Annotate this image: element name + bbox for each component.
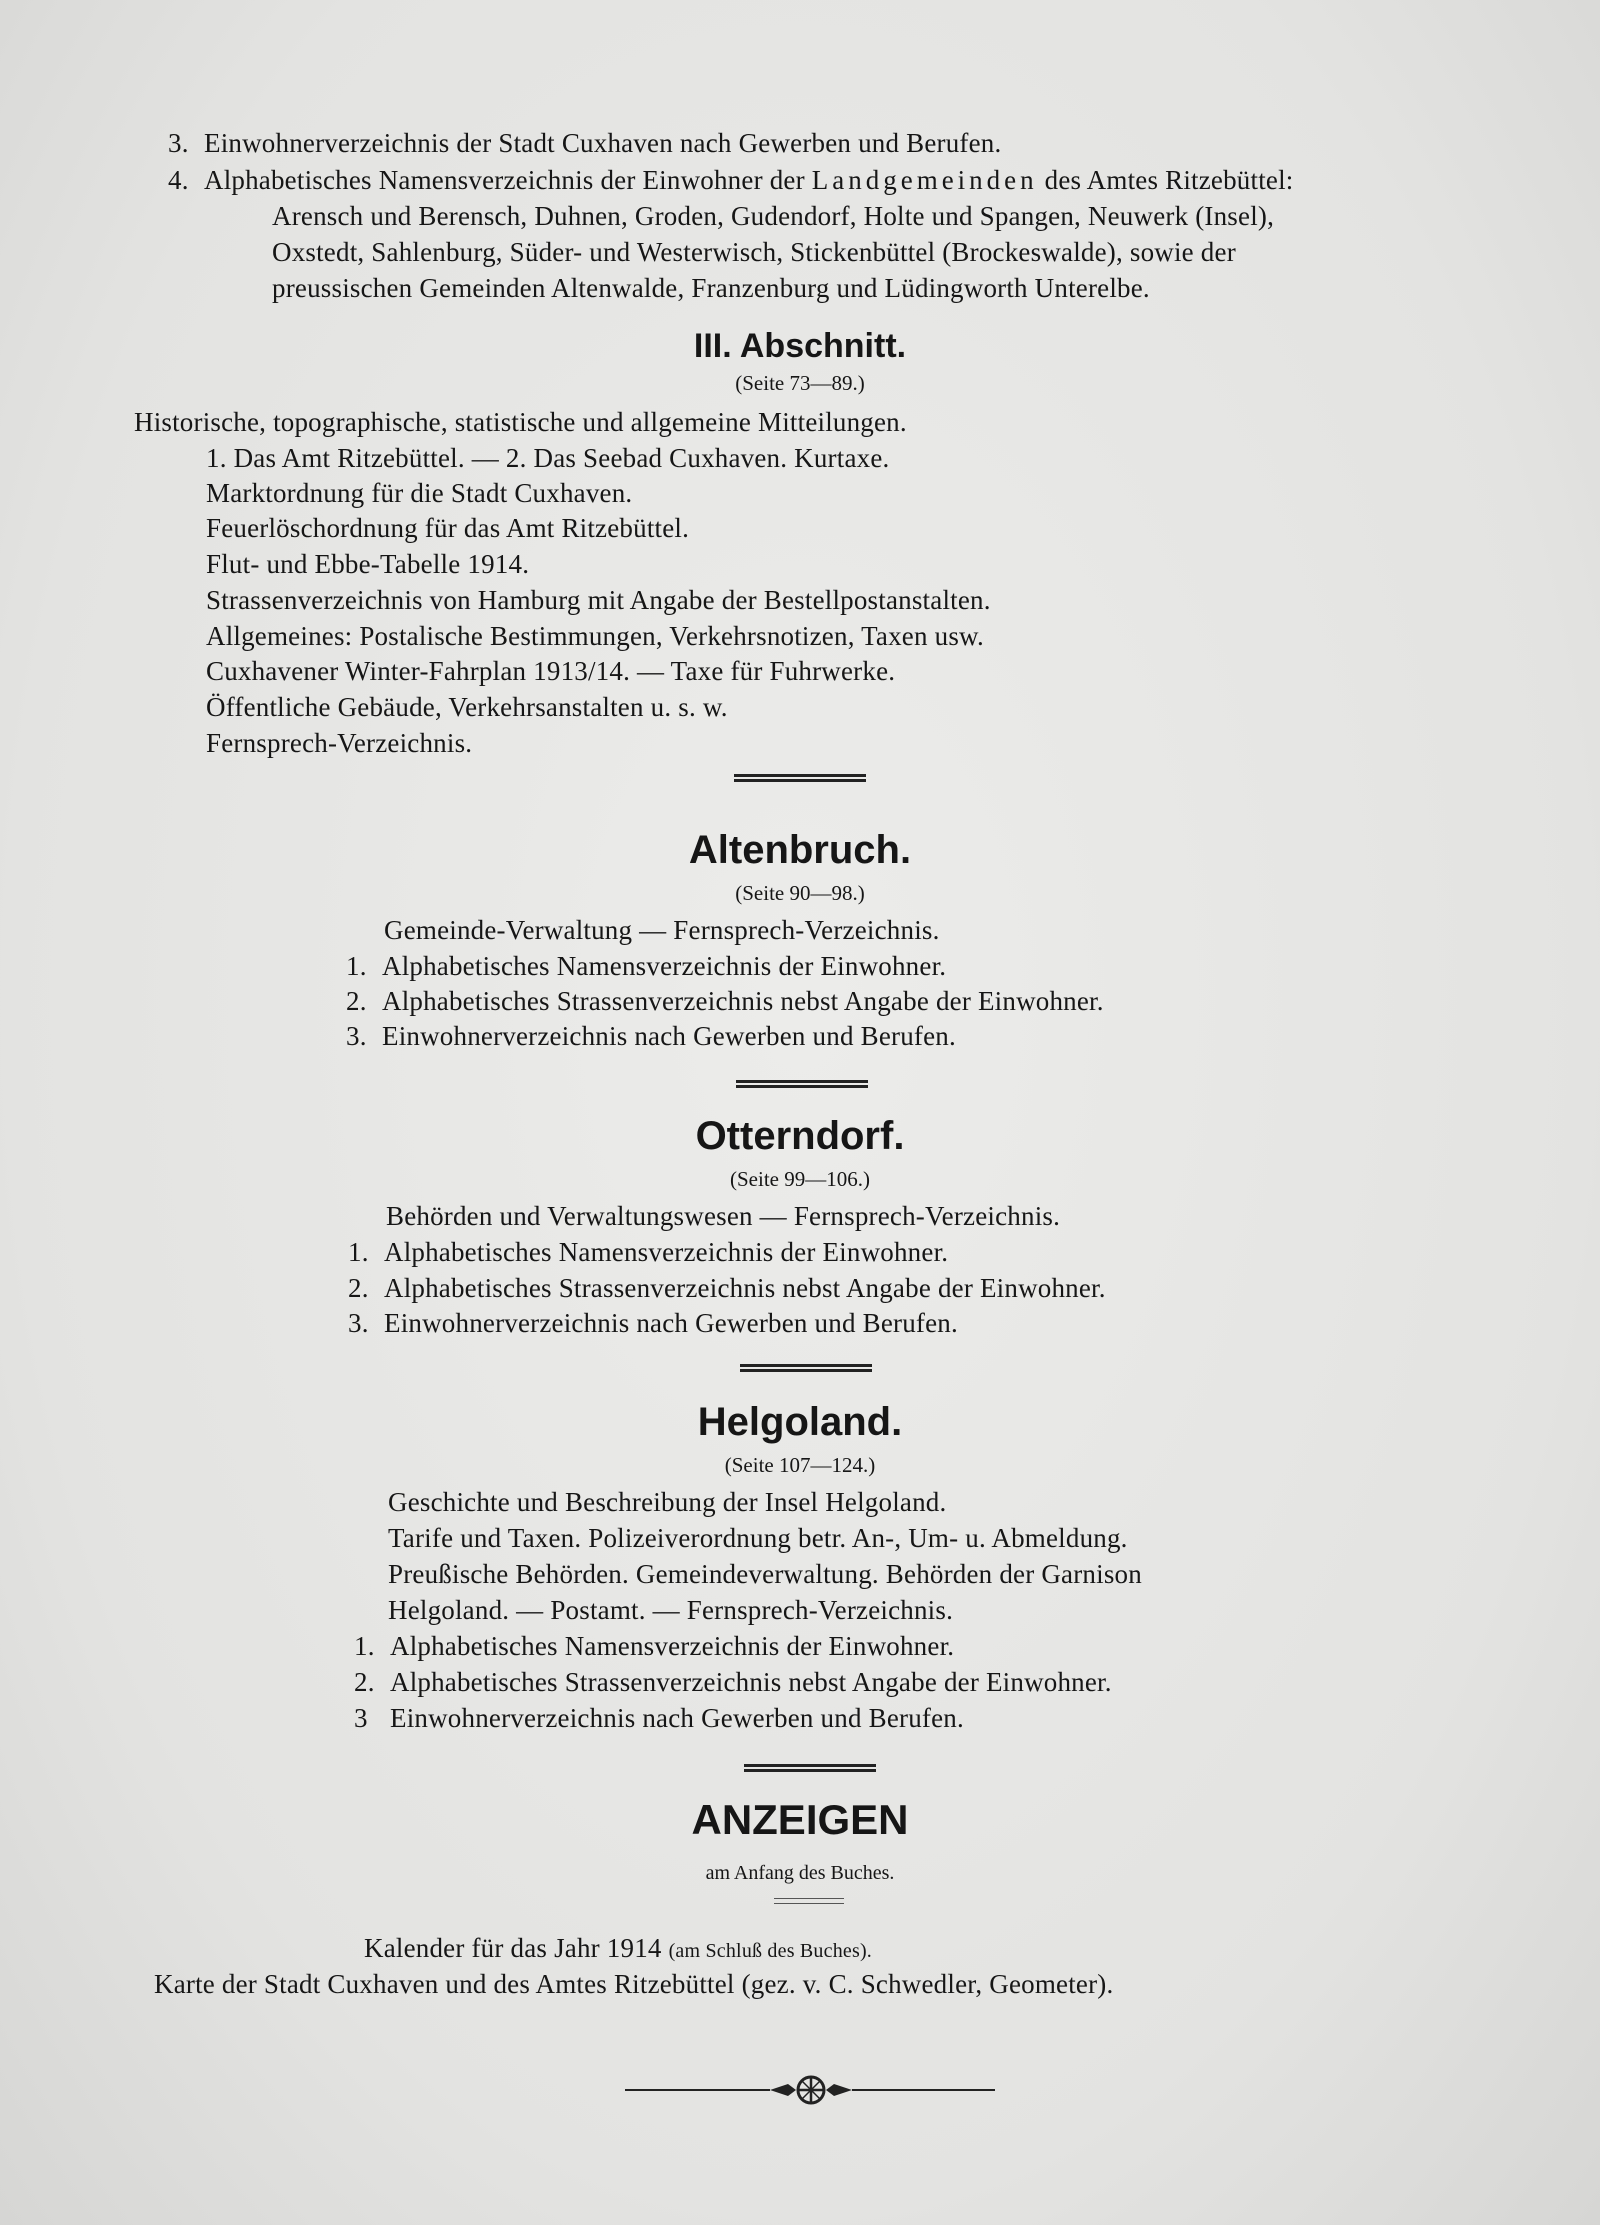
list-item: 1. Alphabetisches Namensverzeichnis der Einwohner.: [346, 951, 947, 981]
fleuron-rule-icon: [620, 2072, 1000, 2108]
section-intro: Preußische Behörden. Gemeindeverwaltung. Behörden der Garnison: [388, 1559, 1142, 1589]
section-pages: (Seite 73—89.): [735, 371, 865, 395]
calendar-line: Kalender für das Jahr 1914 (am Schluß des Buches).: [364, 1933, 873, 1963]
section-intro: Geschichte und Beschreibung der Insel Helgoland.: [388, 1487, 947, 1517]
section-line: Flut- und Ebbe-Tabelle 1914.: [206, 549, 530, 579]
section-subtitle: am Anfang des Buches.: [705, 1862, 895, 1884]
list-item: 2. Alphabetisches Strassenverzeichnis nebst Angabe der Einwohner.: [354, 1667, 1112, 1697]
section-line: Fernsprech-Verzeichnis.: [206, 728, 473, 758]
section-line: Feuerlöschordnung für das Amt Ritzebüttel.: [206, 513, 690, 543]
part2-line: preussischen Gemeinden Altenwalde, Franzenburg und Lüdingworth Unterelbe.: [272, 273, 1150, 303]
section-heading: Helgoland.: [697, 1400, 903, 1444]
section-heading: III. Abschnitt.: [693, 327, 907, 365]
part2-line: Arensch und Berensch, Duhnen, Groden, Gudendorf, Holte und Spangen, Neuwerk (Insel),: [272, 201, 1275, 231]
part2-line: 4. Alphabetisches Namensverzeichnis der Einwohner der Landgemeinden des Amtes Ritzebüttel:: [168, 165, 1294, 195]
section-line: Öffentliche Gebäude, Verkehrsanstalten u. s. w.: [206, 692, 728, 722]
list-item: 3 Einwohnerverzeichnis nach Gewerben und Berufen.: [354, 1703, 964, 1733]
section-divider: [734, 774, 866, 782]
section-line: Historische, topographische, statistische und allgemeine Mitteilungen.: [134, 407, 907, 437]
section-divider: [740, 1364, 872, 1372]
list-item: 2. Alphabetisches Strassenverzeichnis nebst Angabe der Einwohner.: [346, 986, 1104, 1016]
list-item: 1. Alphabetisches Namensverzeichnis der Einwohner.: [348, 1237, 949, 1267]
section-divider: [736, 1080, 868, 1088]
section-line: 1. Das Amt Ritzebüttel. — 2. Das Seebad Cuxhaven. Kurtaxe.: [206, 443, 890, 473]
section-intro: Gemeinde-Verwaltung — Fernsprech-Verzeichnis.: [384, 915, 940, 945]
section-heading: Otterndorf.: [695, 1114, 905, 1158]
section-divider: [744, 1764, 876, 1772]
section-heading: Altenbruch.: [688, 828, 912, 872]
list-item: 1. Alphabetisches Namensverzeichnis der Einwohner.: [354, 1631, 955, 1661]
section-intro: Behörden und Verwaltungswesen — Fernsprech-Verzeichnis.: [386, 1201, 1061, 1231]
list-item: 3. Einwohnerverzeichnis nach Gewerben und Berufen.: [346, 1021, 956, 1051]
part2-line: Oxstedt, Sahlenburg, Süder- und Westerwisch, Stickenbüttel (Brockeswalde), sowie der: [272, 237, 1236, 267]
list-item: 2. Alphabetisches Strassenverzeichnis nebst Angabe der Einwohner.: [348, 1273, 1106, 1303]
list-item: 3. Einwohnerverzeichnis nach Gewerben und Berufen.: [348, 1308, 958, 1338]
map-line: Karte der Stadt Cuxhaven und des Amtes Ritzebüttel (gez. v. C. Schwedler, Geometer).: [154, 1969, 1114, 1999]
section-intro: Helgoland. — Postamt. — Fernsprech-Verzeichnis.: [388, 1595, 954, 1625]
section-intro: Tarife und Taxen. Polizeiverordnung betr. An-, Um- u. Abmeldung.: [388, 1523, 1128, 1553]
section-line: Allgemeines: Postalische Bestimmungen, Verkehrsnotizen, Taxen usw.: [206, 621, 984, 651]
section-line: Strassenverzeichnis von Hamburg mit Angabe der Bestellpostanstalten.: [206, 585, 991, 615]
section-heading: ANZEIGEN: [691, 1796, 909, 1843]
section-pages: (Seite 90—98.): [735, 881, 865, 905]
section-pages: (Seite 107—124.): [724, 1453, 876, 1477]
section-pages: (Seite 99—106.): [730, 1167, 870, 1191]
section-line: Marktordnung für die Stadt Cuxhaven.: [206, 478, 633, 508]
section-line: Cuxhavener Winter-Fahrplan 1913/14. — Taxe für Fuhrwerke.: [206, 656, 896, 686]
part2-line: 3. Einwohnerverzeichnis der Stadt Cuxhaven nach Gewerben und Berufen.: [168, 128, 1002, 158]
section-divider: [774, 1898, 844, 1904]
